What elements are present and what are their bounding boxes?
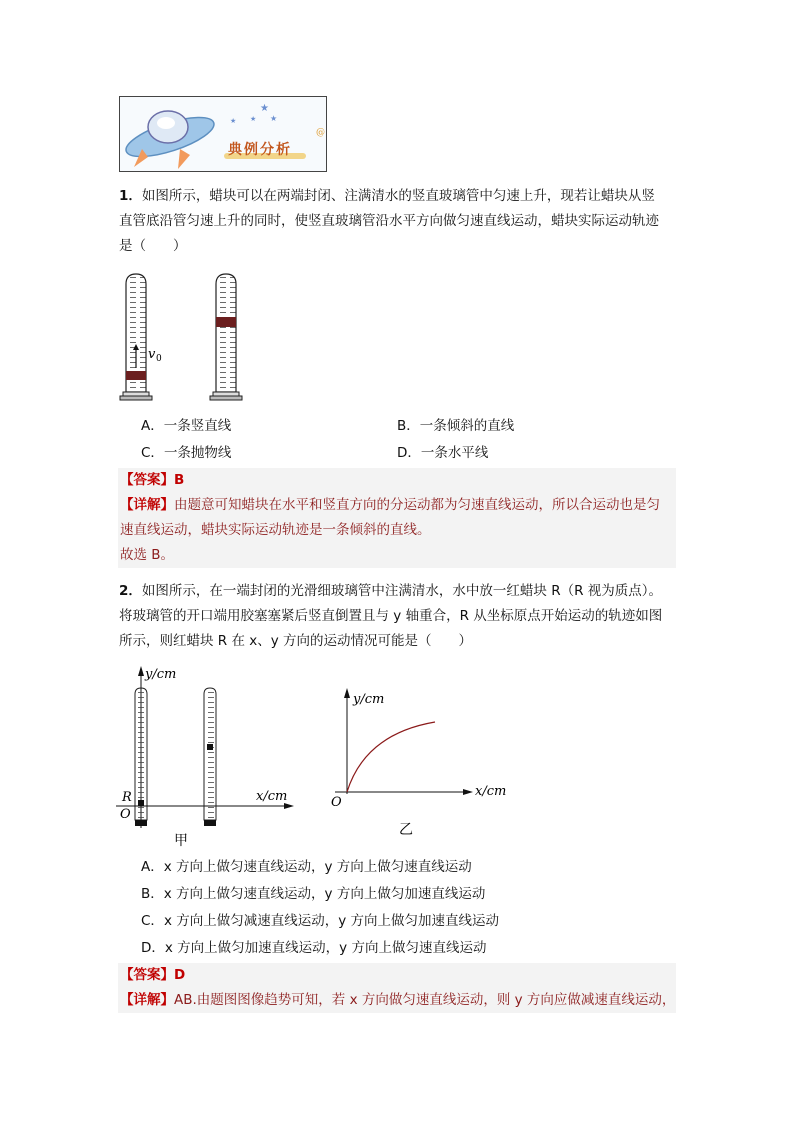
answer-label: 【答案】	[120, 472, 174, 488]
answer-value: D	[174, 967, 186, 983]
detail-line: 由题意可知蜡块在水平和竖直方向的分运动都为匀速直线运动，所以合运动也是匀	[174, 497, 660, 513]
option-d[interactable]: D．一条水平线	[397, 445, 489, 461]
option-a[interactable]: A．一条竖直线	[141, 418, 232, 434]
option-c[interactable]: C．x 方向上做匀减速直线运动，y 方向上做匀加速直线运动	[141, 913, 499, 929]
x-axis-label: x/cm	[256, 789, 288, 804]
r-label: R	[122, 790, 132, 805]
svg-text:★: ★	[260, 103, 269, 114]
detail-line: AB.由题图图像趋势可知，若 x 方向做匀速直线运动，则 y 方向应做减速直线运动，	[174, 992, 676, 1008]
detail-label: 【详解】	[120, 497, 174, 513]
detail-label: 【详解】	[120, 992, 174, 1008]
svg-text:★: ★	[230, 117, 237, 125]
x-axis-label: x/cm	[475, 784, 507, 799]
question-number: 1．	[119, 188, 142, 204]
figure-yi	[325, 684, 525, 840]
detail-line: 速直线运动，蜡块实际运动轨迹是一条倾斜的直线。	[120, 522, 431, 538]
question-line: 如图所示，在一端封闭的光滑细玻璃管中注满清水，水中放一红蜡块 R（R 视为质点）。	[141, 583, 662, 599]
answer-block-1	[118, 468, 676, 568]
svg-text:★: ★	[250, 115, 257, 123]
detail-line: 故选 B。	[120, 547, 175, 563]
question-line: 将玻璃管的开口端用胶塞塞紧后竖直倒置且与 y 轴重合，R 从坐标原点开始运动的轨迹如图	[119, 608, 663, 624]
caption-jia: 甲	[174, 833, 188, 849]
glass-tube-figure	[118, 270, 258, 406]
tube-left	[120, 274, 162, 400]
answer-value: B	[174, 472, 185, 488]
question-number: 2．	[119, 583, 142, 599]
section-banner	[119, 96, 327, 172]
answer-block-2	[118, 963, 676, 1013]
svg-text:★: ★	[270, 114, 278, 123]
question-line: 是（ ）	[119, 238, 187, 254]
question-line: 所示，则红蜡块 R 在 x、y 方向的运动情况可能是（ ）	[119, 633, 473, 649]
option-b[interactable]: B．x 方向上做匀速直线运动，y 方向上做匀加速直线运动	[141, 886, 486, 902]
option-b[interactable]: B．一条倾斜的直线	[397, 418, 515, 434]
velocity-subscript: 0	[156, 354, 162, 364]
option-d[interactable]: D．x 方向上做匀加速直线运动，y 方向上做匀速直线运动	[141, 940, 487, 956]
svg-text:@: @	[316, 128, 325, 138]
origin-label: O	[120, 807, 131, 822]
answer-label: 【答案】	[120, 967, 174, 983]
question-line: 直管底沿管匀速上升的同时，使竖直玻璃管沿水平方向做匀速直线运动，蜡块实际运动轨迹	[119, 213, 659, 229]
question-1-text	[119, 184, 679, 259]
banner-title: 典例分析	[228, 142, 292, 158]
tube-right	[210, 274, 242, 400]
rocket-illustration	[120, 97, 326, 171]
figure-jia	[116, 660, 300, 850]
question-2-text	[119, 579, 679, 654]
trajectory-curve	[347, 722, 435, 792]
question-line: 如图所示，蜡块可以在两端封闭、注满清水的竖直玻璃管中匀速上升，现若让蜡块从竖	[141, 188, 655, 204]
origin-label: O	[331, 795, 342, 810]
y-axis-label: y/cm	[145, 667, 177, 682]
option-a[interactable]: A．x 方向上做匀速直线运动，y 方向上做匀速直线运动	[141, 859, 472, 875]
velocity-label: v	[148, 347, 156, 362]
caption-yi: 乙	[399, 822, 413, 838]
y-axis-label: y/cm	[353, 692, 385, 707]
option-c[interactable]: C．一条抛物线	[141, 445, 232, 461]
